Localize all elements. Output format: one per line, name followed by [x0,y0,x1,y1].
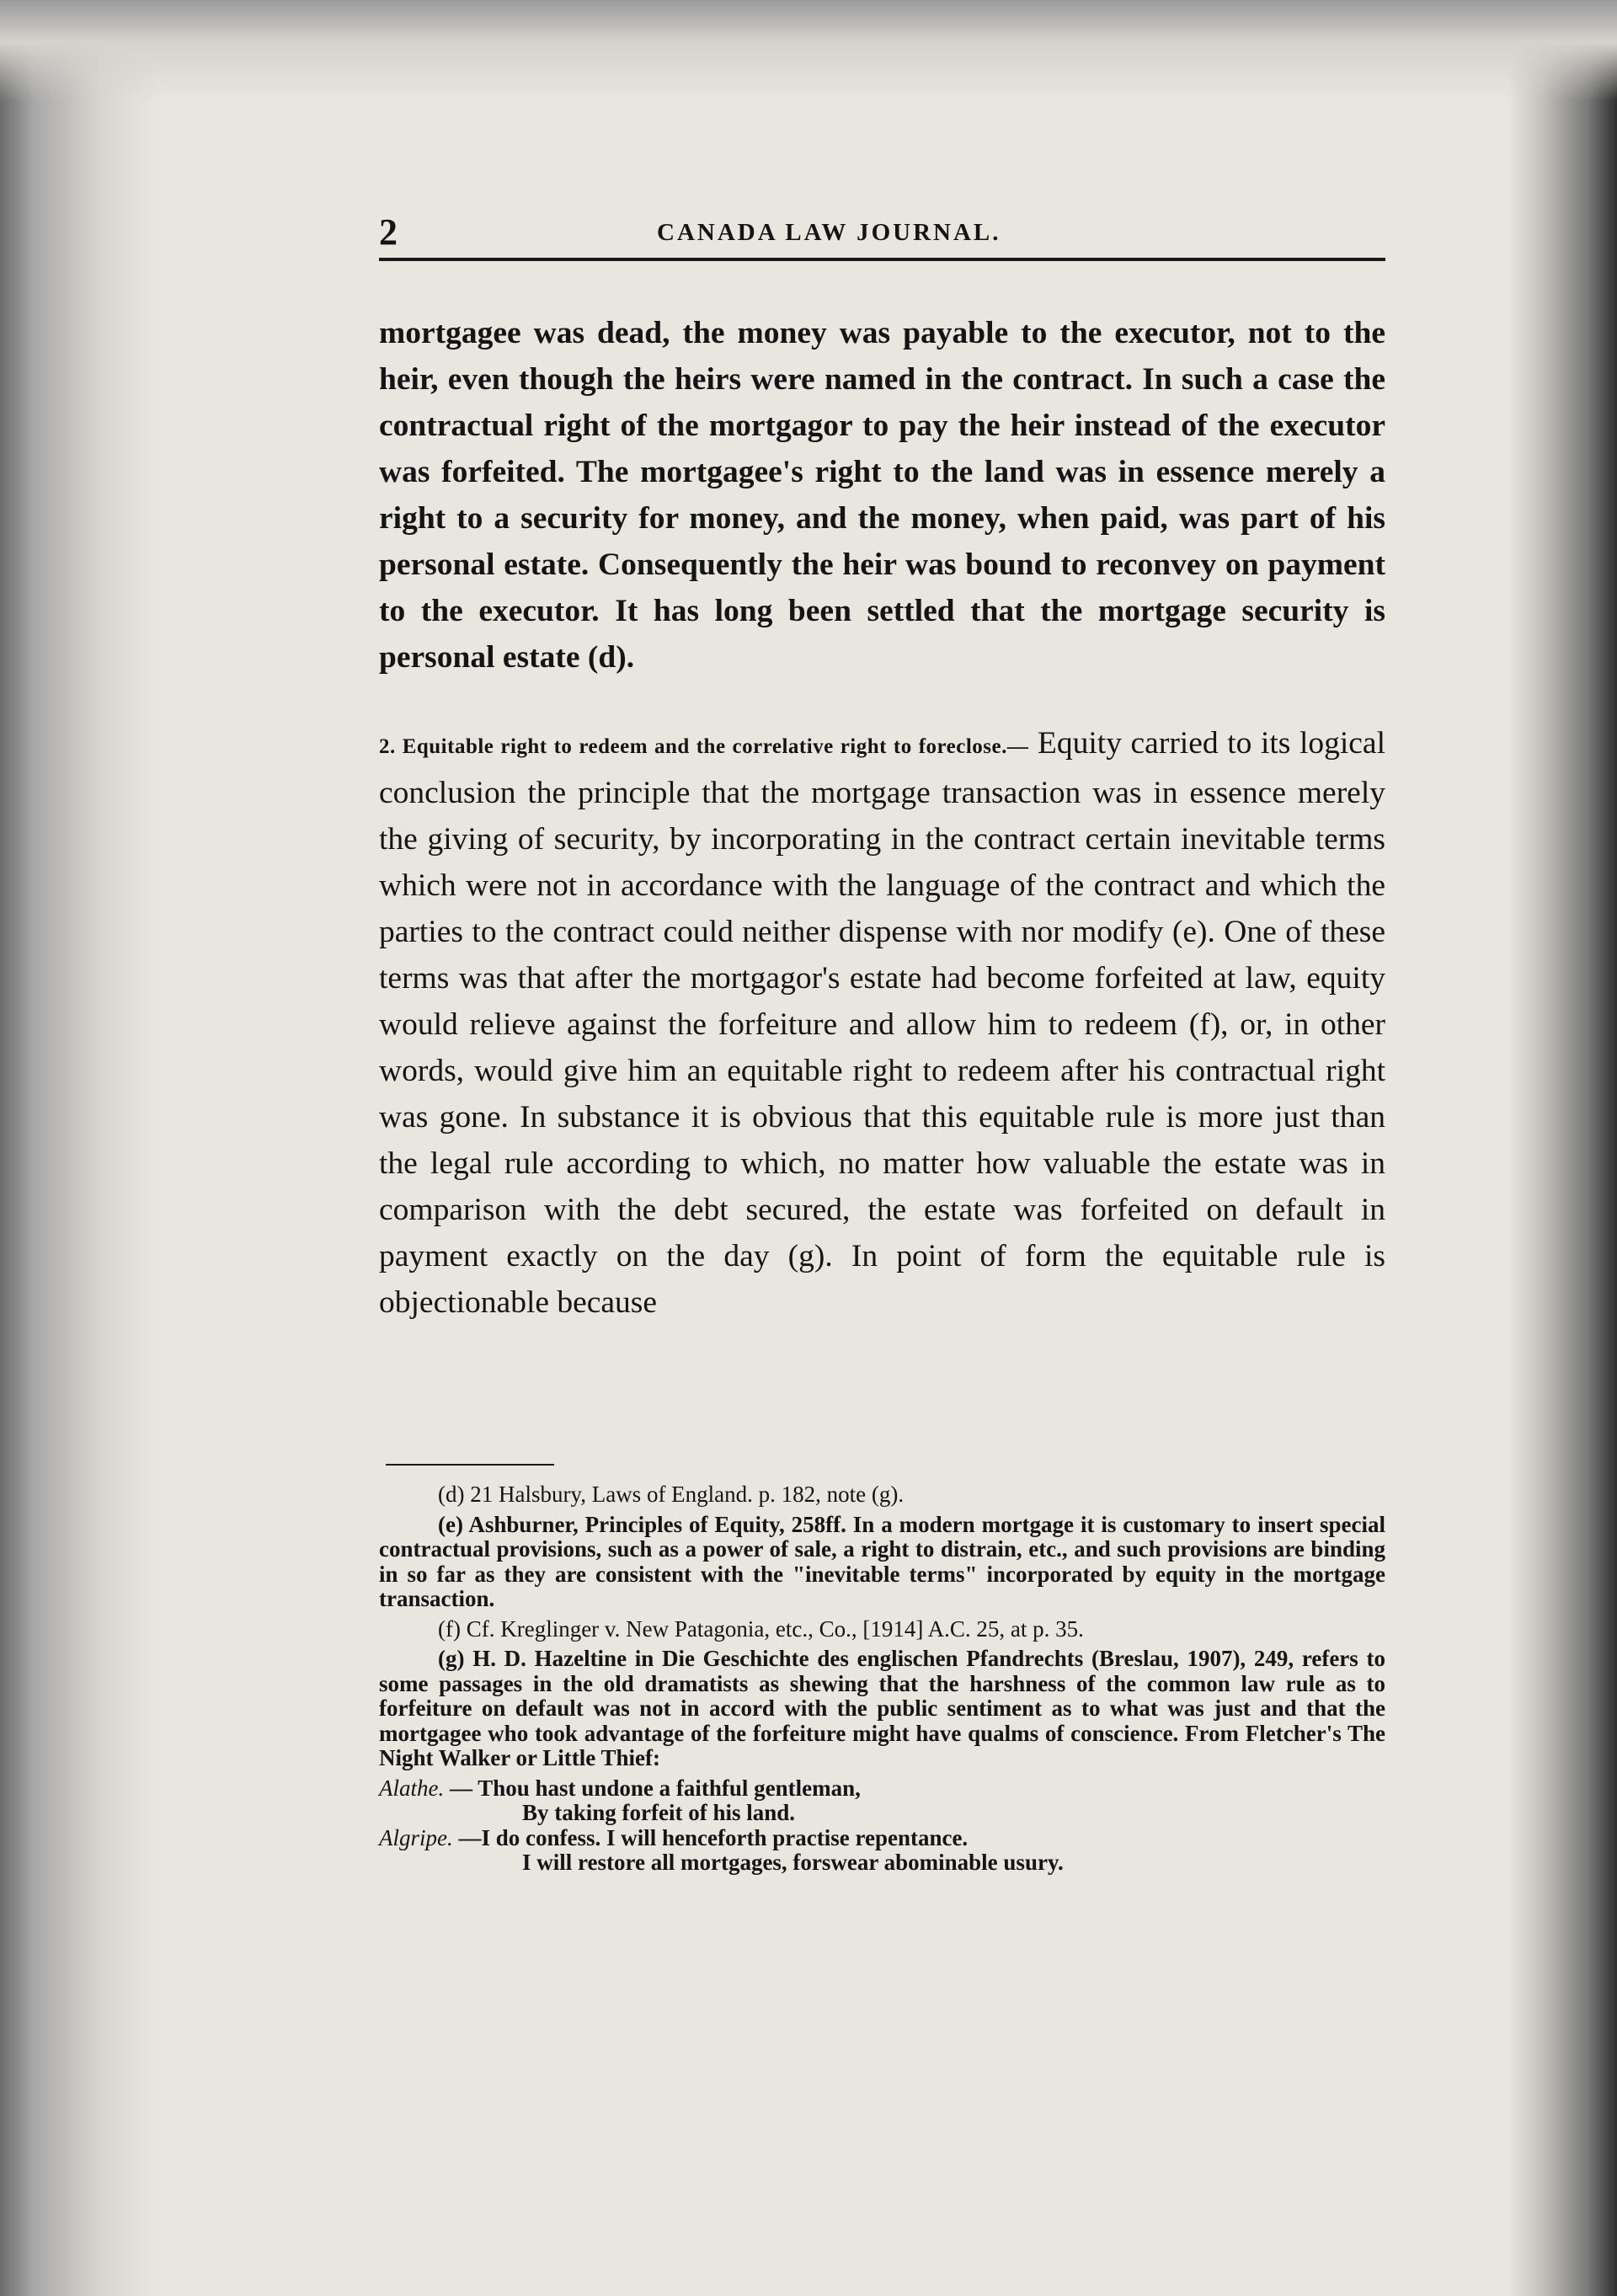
journal-page [379,0,1385,2296]
verse-speaker: Algripe. [379,1824,453,1850]
section-heading: 2. Equitable right to redeem and the correlative right to foreclose.— [379,735,1029,758]
footnotes [379,1482,1385,1876]
scan-edge-right [1508,0,1617,2296]
verse-speaker: Alathe. [379,1775,445,1801]
footnote-f: (f) Cf. Kreglinger v. New Patagonia, etc., Co., [1914] A.C. 25, at p. 35. [438,1615,1084,1642]
verse-line [379,1801,1385,1826]
verse-text: I will restore all mortgages, forswear abominable usury. [522,1850,1064,1875]
paragraph-equitable-right [379,720,1385,1326]
section-text: Equity carried to its logical conclusion the principle that the mortgage transaction was in essence merely the giving of security, by incorporating in the contract certain inevitable terms which were not in accordance with the language of the contract and which the parties to the contract could neither dispense with nor modify (e). One of these terms was that after the mortgagor's estate had become forfeited at law, equity would relieve against the forfeiture and allow him to redeem (f), or, in other words, would give him an equitable right to redeem after his contractual right was gone. In substance it is obvious that this equitable rule is more just than the legal rule according to which, no matter how valuable the estate was in comparison with the debt secured, the estate was forfeited on default in payment exactly on the day (g). In point of form the equitable rule is objectionable because [379,726,1385,1320]
header-rule [379,258,1385,261]
verse-text: By taking forfeit of his land. [522,1800,796,1825]
verse-text: —I do confess. I will henceforth practise repentance. [458,1824,969,1850]
verse-line [379,1850,1385,1876]
running-head: CANADA LAW JOURNAL. [657,219,1001,246]
footnote-d: (d) 21 Halsbury, Laws of England. p. 182, note (g). [438,1482,905,1507]
page-number: 2 [379,211,398,253]
footnote-rule [386,1464,554,1466]
verse-line [379,1826,1385,1851]
footnote-g: (g) H. D. Hazeltine in Die Geschichte des englischen Pfandrechts (Breslau, 1907), 249, refers to some passages in the old dramatists as shewing that the harshness of the common law rule as to forfeiture on default was not in accord with the public sentiment as to what was just and that the mortgagee who took advantage of the forfeiture might have qualms of conscience. From Fletcher's The Night Walker or Little Thief: [379,1646,1385,1770]
verse-text: — Thou hast undone a faithful gentleman, [449,1775,861,1801]
scan-edge-left [0,0,160,2296]
page-header [379,211,1385,261]
footnote-e: (e) Ashburner, Principles of Equity, 258ff. In a modern mortgage it is customary to insert special contractual provisions, such as a power of sale, a right to distrain, etc., and such provisions are binding in so far as they are consistent with the "inevitable terms" incorporated by equity in the mortgage transaction. [379,1511,1385,1611]
verse-line [379,1776,1385,1802]
body-text [379,310,1385,1326]
paragraph-mortgagee: mortgagee was dead, the money was payable to the executor, not to the heir, even though the heirs were named in the contract. In such a case the contractual right of the mortgagor to pay the heir instead of the executor was forfeited. The mortgagee's right to the land was in essence merely a right to a security for money, and the money, when paid, was part of his personal estate. Consequently the heir was bound to reconvey on payment to the executor. It has long been settled that the mortgage security is personal estate (d). [379,316,1385,675]
